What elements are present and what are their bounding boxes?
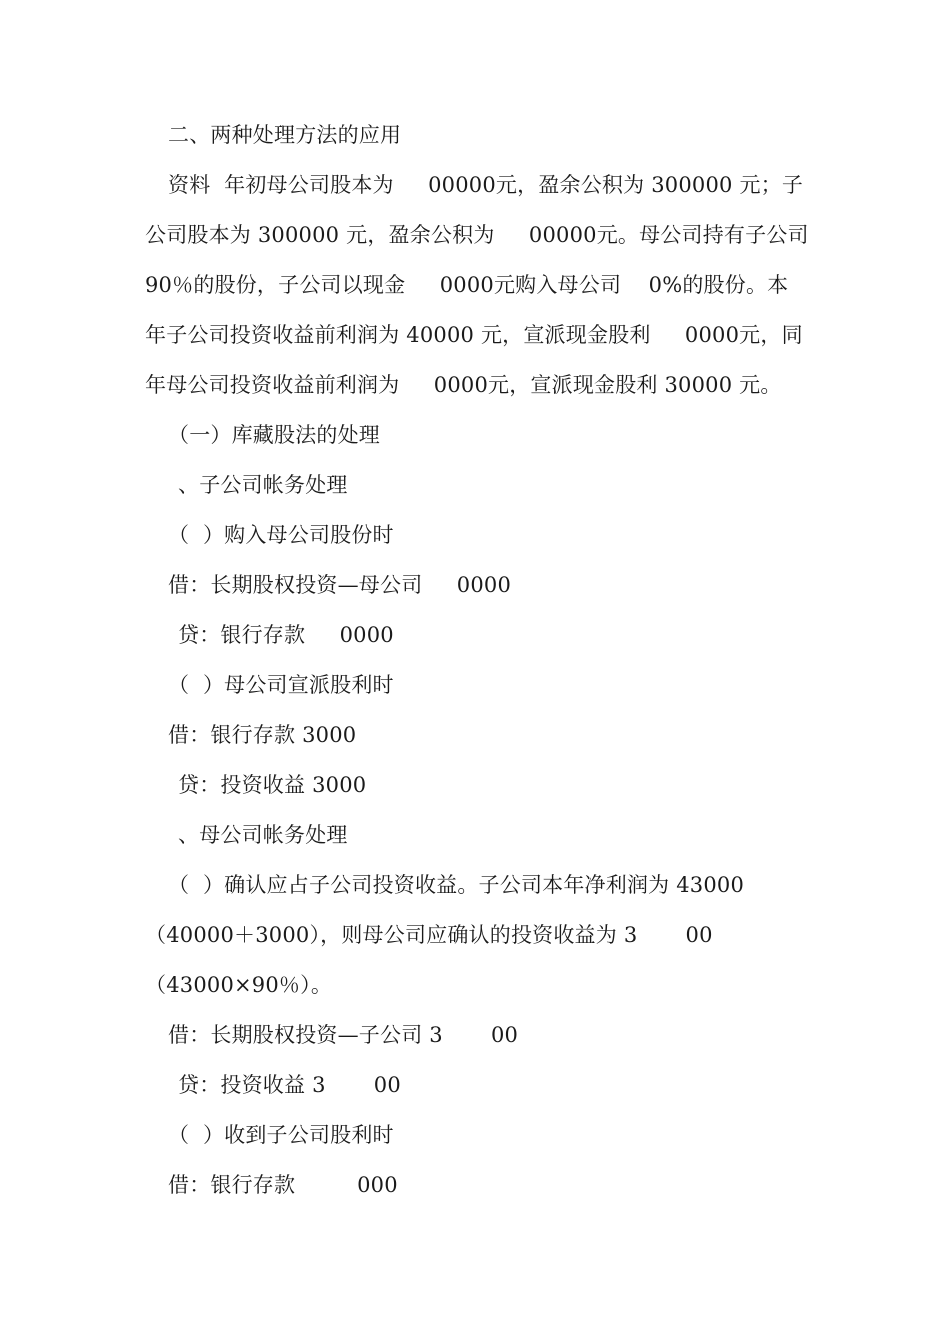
paragraph-line-3: 90％的股份，子公司以现金 0000元购入母公司 0%的股份。本 bbox=[145, 273, 789, 297]
paragraph-line: （40000＋3000），则母公司应确认的投资收益为 3 00 bbox=[145, 923, 713, 947]
debit-entry: 借：银行存款 000 bbox=[168, 1173, 398, 1197]
item-dividend-heading: （ ）母公司宣派股利时 bbox=[168, 673, 394, 697]
section-heading: 二、两种处理方法的应用 bbox=[168, 123, 402, 147]
debit-entry: 借：长期股权投资—母公司 0000 bbox=[168, 573, 512, 597]
item-purchase-heading: （ ）购入母公司股份时 bbox=[168, 523, 394, 547]
paragraph-line-5: 年母公司投资收益前利润为 0000元，宣派现金股利 30000 元。 bbox=[145, 373, 782, 397]
paragraph-line-2: 公司股本为 300000 元，盈余公积为 00000元。母公司持有子公司 bbox=[145, 223, 809, 247]
item-receive-dividend-heading: （ ）收到子公司股利时 bbox=[168, 1123, 394, 1147]
credit-entry: 贷：银行存款 0000 bbox=[178, 623, 394, 647]
parent-accounting-heading: 、母公司帐务处理 bbox=[178, 823, 348, 847]
subsection-heading: （一）库藏股法的处理 bbox=[168, 423, 380, 447]
credit-entry: 贷：投资收益 3 00 bbox=[178, 1073, 401, 1097]
subsidiary-accounting-heading: 、子公司帐务处理 bbox=[178, 473, 348, 497]
paragraph-line: （43000×90％）。 bbox=[145, 973, 333, 997]
debit-entry: 借：银行存款 3000 bbox=[168, 723, 357, 747]
item-recognize-income: （ ）确认应占子公司投资收益。子公司本年净利润为 43000 bbox=[168, 873, 745, 897]
paragraph-line-1: 资料 年初母公司股本为 00000元，盈余公积为 300000 元；子 bbox=[168, 173, 804, 197]
paragraph-line-4: 年子公司投资收益前利润为 40000 元，宣派现金股利 0000元，同 bbox=[145, 323, 803, 347]
debit-entry: 借：长期股权投资—子公司 3 00 bbox=[168, 1023, 519, 1047]
credit-entry: 贷：投资收益 3000 bbox=[178, 773, 367, 797]
